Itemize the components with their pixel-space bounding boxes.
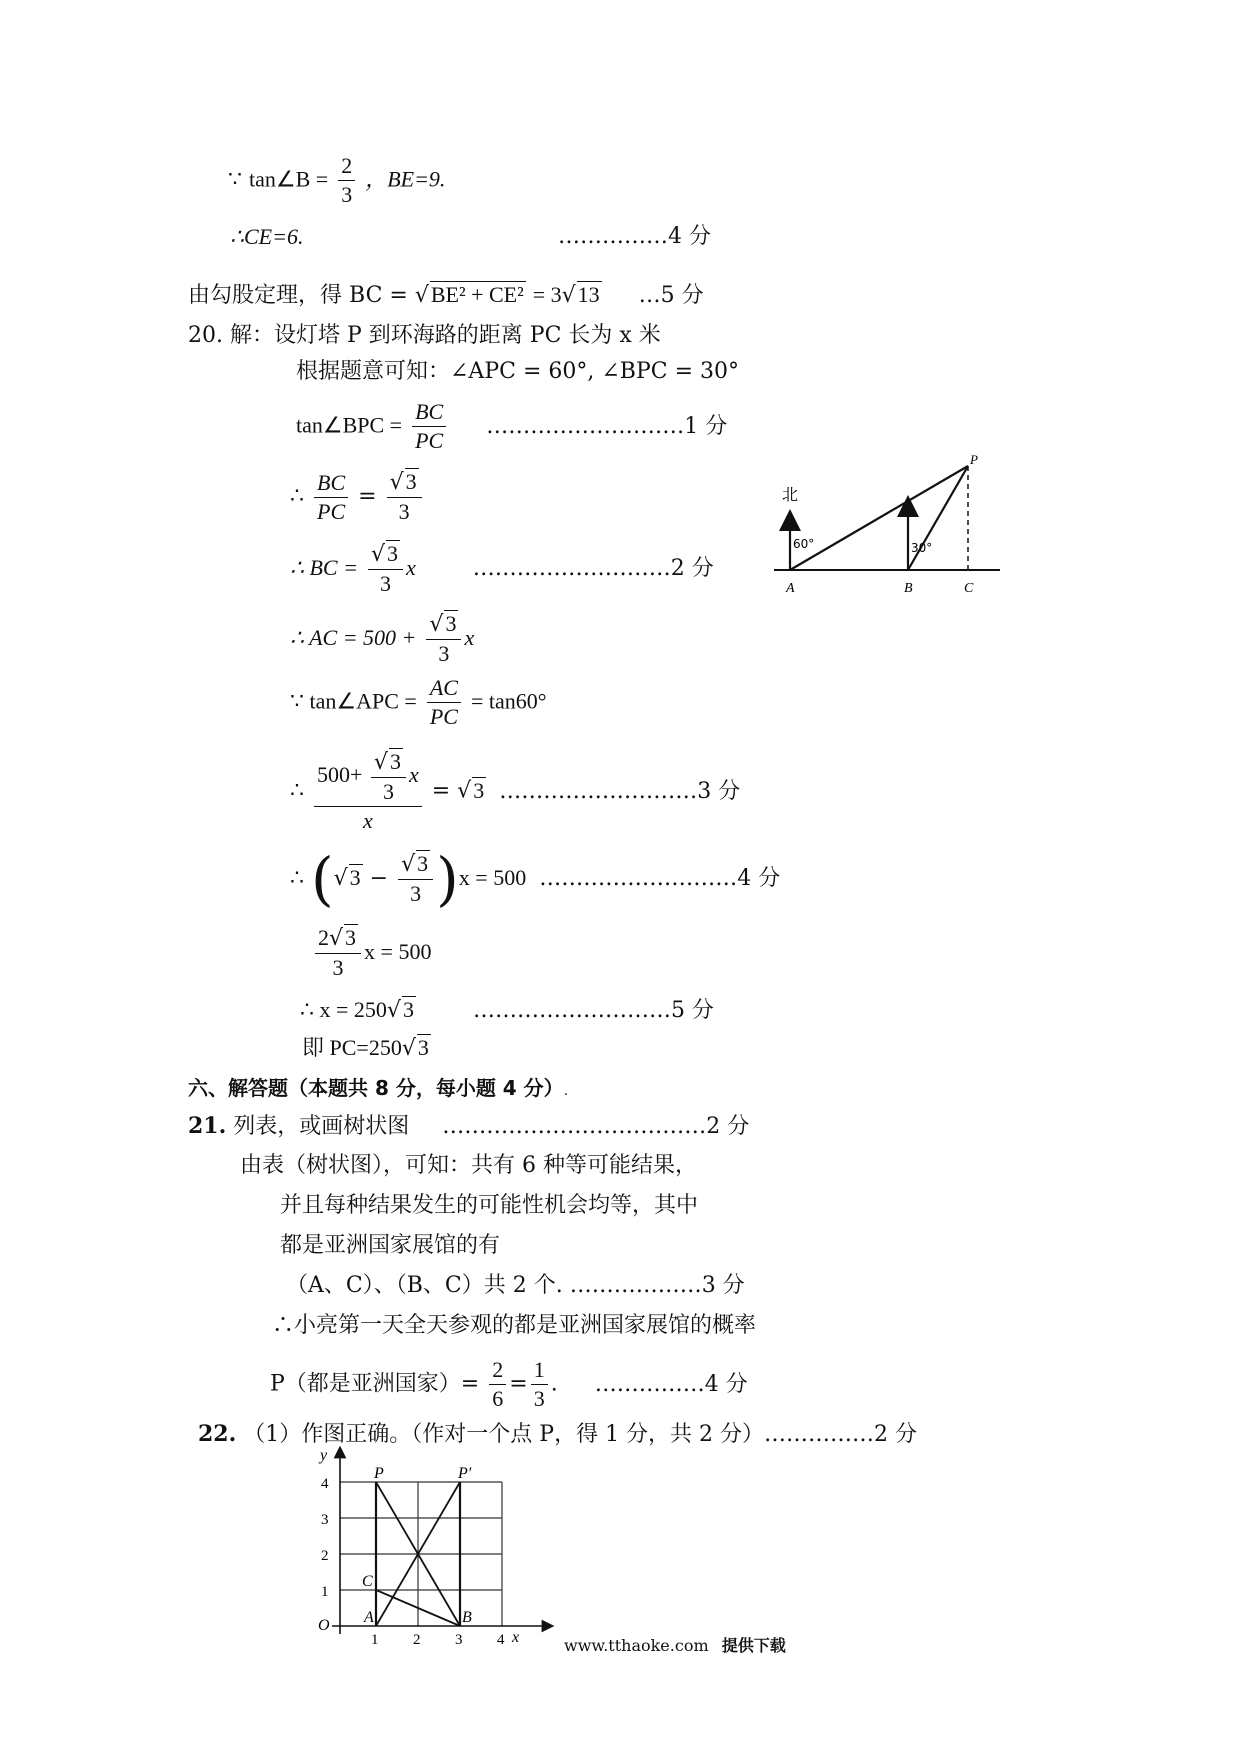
denominator: PC: [429, 704, 458, 729]
score-text: ………………………5 分: [472, 998, 714, 1023]
radical-sign: √: [373, 750, 388, 775]
score-text: ………………………2 分: [472, 556, 714, 581]
radical-sign: √: [429, 612, 444, 637]
section-6-heading: [188, 1074, 568, 1105]
fraction: [412, 398, 446, 455]
q21-line5: [286, 1272, 745, 1300]
fraction: [427, 674, 461, 731]
radical-sign: √: [401, 1036, 416, 1061]
y-tick-label: 2: [321, 1548, 329, 1564]
q21-text: 并且每种结果发生的可能性机会均等，其中: [280, 1193, 699, 1218]
q21-text: 列表，或画树状图: [233, 1114, 410, 1139]
denominator: 6: [492, 1386, 504, 1411]
fraction: [315, 924, 361, 982]
inner-fraction: [371, 748, 406, 806]
inner-denominator: 3: [382, 779, 394, 804]
radicand: 3: [473, 777, 485, 803]
radical-sign: √: [389, 470, 404, 495]
probability-prefix: P（都是亚洲国家）=: [270, 1371, 480, 1397]
radical-sign: √: [457, 778, 472, 804]
numerator: [387, 468, 422, 498]
expr-prefix: ∵ tan∠APC =: [290, 688, 417, 714]
point-c-label: C: [362, 1573, 373, 1590]
score-text: ………………………………2 分: [442, 1114, 750, 1139]
expr-prefix: ∴ x = 250: [300, 997, 387, 1022]
score-text: ……………4 分: [594, 1371, 748, 1397]
score-text: ………………………4 分: [539, 866, 781, 891]
expr-suffix: = tan60°: [470, 688, 547, 714]
q20-line2: [290, 468, 425, 526]
y-tick-label: 3: [321, 1512, 329, 1528]
radical-sign: √: [414, 283, 429, 308]
y-tick-label: 1: [321, 1584, 329, 1600]
therefore-symbol: ∴: [290, 866, 304, 891]
q20-intro: [188, 322, 661, 350]
heading-dot: .: [563, 1083, 569, 1099]
radicand: 3: [402, 997, 414, 1022]
denominator: x: [362, 808, 373, 833]
expr-prefix: ∴ BC =: [290, 555, 358, 580]
radical-sign: √: [333, 866, 348, 891]
point-a-label: A: [364, 1609, 374, 1626]
site-url: www.tthaoke.com: [564, 1636, 709, 1655]
radical-sign: √: [386, 998, 401, 1023]
numerator: 2: [489, 1356, 506, 1385]
q20-line8: [312, 924, 431, 982]
radical-sign: √: [370, 542, 385, 567]
angle-60-label: 60°: [793, 537, 815, 551]
inner-numerator: [371, 748, 406, 778]
variable-x: x: [464, 625, 475, 650]
expr-prefix: tan∠BPC =: [296, 412, 403, 438]
radical-sign: √: [561, 283, 576, 308]
expr-prefix: 即 PC=250: [302, 1035, 402, 1060]
score-text: ……………4 分: [558, 224, 711, 249]
q19-line-pyth: [188, 281, 704, 310]
coordinate-grid-figure: [312, 1446, 562, 1646]
numerator: [398, 850, 433, 880]
pyth-radicand: BE² + CE²: [430, 282, 524, 307]
numerator: [368, 540, 403, 570]
pyth-result: 13: [577, 282, 600, 307]
pyth-eq: = 3: [532, 282, 562, 307]
minus: −: [369, 866, 389, 891]
radicand: 3: [417, 1035, 429, 1060]
tan-b-fraction: [338, 152, 355, 209]
denominator: 3: [533, 1386, 545, 1411]
q21-line6: [272, 1312, 756, 1340]
variable-x: x: [406, 555, 416, 580]
q20-known: [296, 358, 739, 386]
fraction: [531, 1356, 548, 1413]
q21-text: 由表（树状图），可知：共有 6 种等可能结果，: [240, 1153, 697, 1178]
score-text: ………………………1 分: [486, 413, 728, 439]
q20-line7: [290, 845, 781, 913]
denominator: 3: [398, 499, 410, 524]
radicand: 3: [405, 469, 417, 494]
fraction: [426, 610, 461, 668]
numerator: [314, 748, 422, 807]
origin-label: O: [318, 1617, 330, 1634]
numerator: [315, 924, 361, 954]
q21-line3: [280, 1192, 698, 1220]
x-tick-label: 2: [413, 1632, 421, 1646]
question-number: 22.: [198, 1421, 237, 1447]
point-p-prime-label: P′: [458, 1465, 472, 1482]
therefore-symbol: ∴: [290, 484, 304, 509]
section-heading-text: 六、解答题（本题共 8 分，每小题 4 分）: [188, 1076, 564, 1100]
q22-line1: [198, 1420, 917, 1449]
expr-suffix: x = 500: [458, 865, 527, 890]
q21-line7: [270, 1356, 748, 1413]
lighthouse-diagram: [770, 448, 1010, 608]
y-tick-label: 4: [321, 1476, 329, 1492]
q20-line1: [296, 398, 727, 455]
line-ap: [790, 466, 968, 570]
denominator: PC: [415, 428, 444, 453]
north-label: 北: [782, 485, 799, 504]
q21-line1: [188, 1112, 749, 1141]
x-tick-label: 1: [371, 1632, 379, 1646]
radicand: 3: [345, 925, 357, 950]
q21-line4: [280, 1232, 500, 1260]
tan-b-denominator: 3: [341, 182, 353, 207]
grid-lines: [340, 1482, 502, 1626]
footer-credit: [564, 1632, 786, 1660]
equals: =: [509, 1371, 528, 1397]
provide-text: 提供下载: [721, 1636, 786, 1655]
q20-line4: [290, 610, 474, 668]
q20-line10: [302, 1034, 431, 1063]
q20-line9: [300, 996, 714, 1025]
numerator: BC: [412, 398, 446, 427]
radicand: 3: [387, 541, 398, 566]
denominator: 3: [438, 641, 450, 666]
q20-known-text: 根据题意可知：∠APC = 60°, ∠BPC = 30°: [296, 359, 740, 384]
point-p-label: P: [970, 452, 978, 467]
radical-sign: √: [401, 852, 416, 877]
because-symbol: ∵: [228, 167, 242, 193]
score-text: …5 分: [638, 283, 704, 308]
equals: =: [358, 484, 377, 509]
point-p-label: P: [374, 1465, 384, 1482]
right-paren: ): [436, 845, 459, 913]
point-a-label: A: [786, 581, 795, 596]
angle-30-label: 30°: [911, 541, 933, 555]
x-tick-label: 4: [497, 1632, 505, 1646]
radicand: 3: [349, 865, 361, 890]
q20-line5: [290, 674, 547, 731]
pyth-prefix: 由勾股定理，得 BC =: [188, 283, 408, 308]
denominator: 3: [332, 955, 344, 980]
coefficient: 2: [318, 925, 329, 950]
q21-text: （A、C）、（B、C）共 2 个. ………………3 分: [286, 1273, 745, 1298]
period: .: [550, 1371, 558, 1397]
tan-b-label: tan∠B =: [249, 166, 329, 192]
expr-suffix: x = 500: [364, 939, 432, 964]
numerator: [426, 610, 461, 640]
q22-text: （1）作图正确。（作对一个点 P，得 1 分，共 2 分）……………2 分: [243, 1422, 918, 1447]
x-axis-label: x: [512, 1629, 520, 1646]
q20-line6: [290, 748, 740, 835]
score-text: ………………………3 分: [499, 778, 741, 804]
fraction: [489, 1356, 506, 1413]
q21-text: ∴小亮第一天全天参观的都是亚洲国家展馆的概率: [272, 1313, 757, 1338]
point-b-label: B: [462, 1609, 472, 1626]
radical-sign: √: [329, 926, 344, 951]
q19-line-tan: [228, 152, 445, 209]
q19-score-4: [558, 223, 711, 251]
numerator: BC: [314, 469, 348, 498]
denominator: 3: [410, 881, 422, 906]
y-axis-label: y: [320, 1447, 328, 1464]
q21-text: 都是亚洲国家展馆的有: [280, 1233, 501, 1258]
q19-line-ce: [230, 223, 303, 252]
numerator: AC: [427, 674, 461, 703]
left-paren: (: [311, 845, 334, 913]
fraction: [368, 540, 403, 598]
q20-line3: [290, 540, 714, 598]
ce-value: ∴CE=6.: [230, 224, 304, 249]
expr-prefix: ∴ AC = 500 +: [290, 625, 417, 650]
x-tick-label: 3: [455, 1632, 463, 1646]
radicand: 3: [389, 749, 401, 774]
radicand: 3: [417, 851, 429, 876]
point-c-label: C: [964, 581, 974, 596]
numerator: 1: [531, 1356, 548, 1385]
fraction: [387, 468, 422, 526]
q20-intro-text: 20. 解：设灯塔 P 到环海路的距离 PC 长为 x 米: [188, 323, 661, 348]
question-number: 21.: [188, 1113, 227, 1139]
point-b-label: B: [904, 581, 913, 596]
variable-x: x: [408, 762, 419, 788]
therefore-symbol: ∴: [290, 778, 304, 804]
equals: =: [431, 778, 451, 804]
denominator: PC: [317, 498, 346, 524]
tan-b-numerator: 2: [338, 152, 355, 181]
be-value: ，BE=9.: [365, 166, 446, 192]
fraction: [314, 469, 348, 526]
denominator: 3: [379, 571, 391, 596]
q21-line2: [240, 1152, 697, 1180]
fraction: [398, 850, 433, 908]
radicand: 3: [445, 611, 457, 636]
numerator-term: 500+: [317, 762, 363, 788]
compound-fraction: [314, 748, 422, 835]
